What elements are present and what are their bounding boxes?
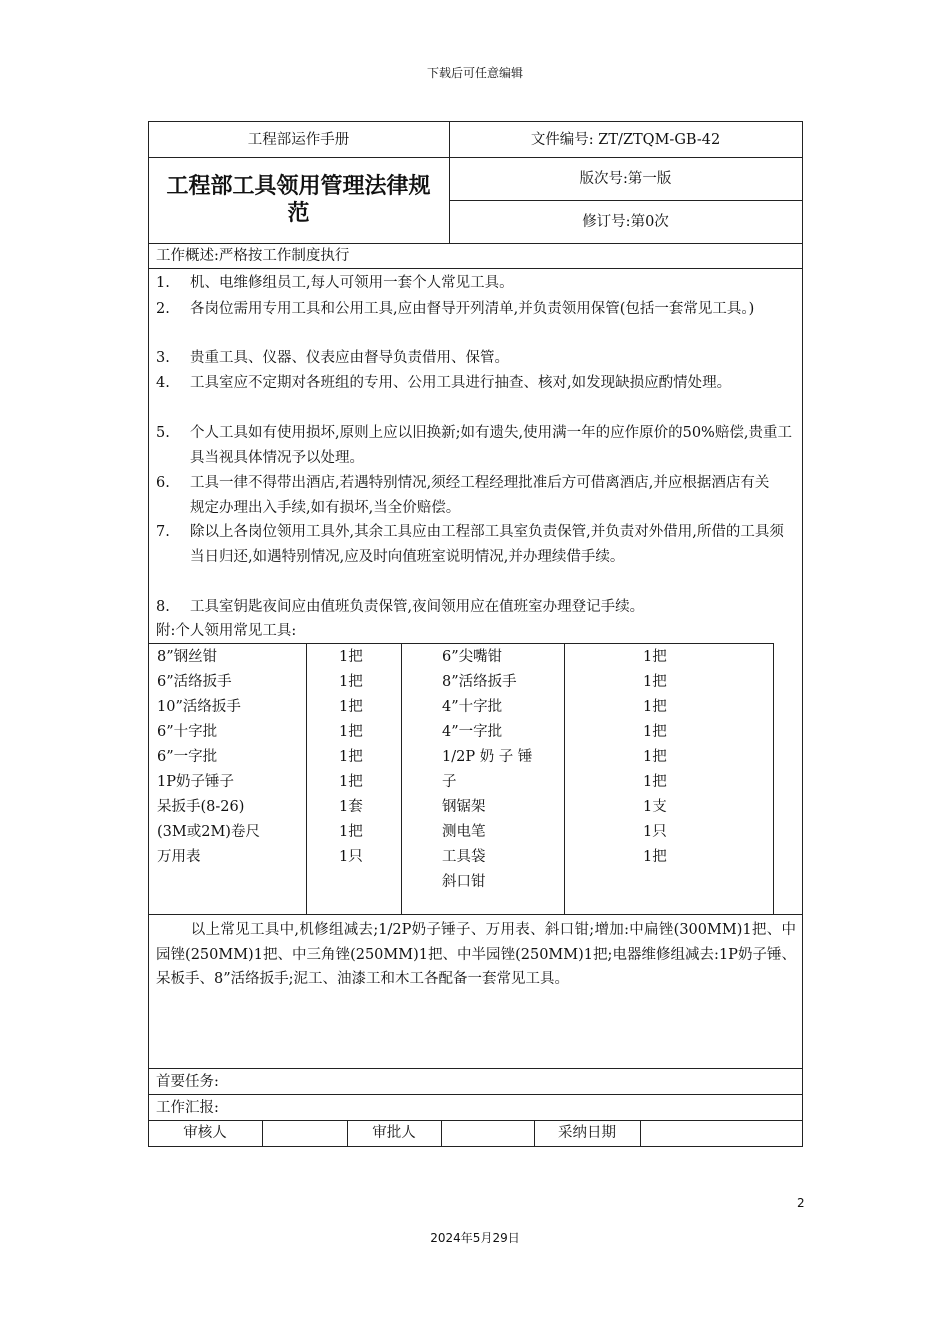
revision: 修订号:第0次 bbox=[582, 214, 669, 230]
tool-name: 8”活络扳手 bbox=[442, 674, 517, 690]
tool-quantity: 1把 bbox=[643, 724, 667, 740]
tool-name: 6”一字批 bbox=[157, 749, 218, 765]
rule-text: 工具室应不定期对各班组的专用、公用工具进行抽查、核对,如发现缺损应酌情处理。 bbox=[190, 375, 732, 391]
tool-name: 斜口钳 bbox=[442, 874, 486, 890]
tool-quantity: 1把 bbox=[643, 849, 667, 865]
reviewer-label: 审核人 bbox=[183, 1125, 227, 1141]
document-title: 工程部工具领用管理法律规范 bbox=[166, 174, 431, 226]
tools-col-line bbox=[773, 643, 774, 914]
rule-text: 工具室钥匙夜间应由值班负责保管,夜间领用应在值班室办理登记手续。 bbox=[190, 599, 645, 615]
rule-text: 机、电维修组员工,每人可领用一套个人常见工具。 bbox=[190, 275, 514, 291]
tool-name: 8”钢丝钳 bbox=[157, 649, 218, 665]
rule-number: 5. bbox=[156, 425, 170, 441]
manual-name: 工程部运作手册 bbox=[247, 132, 350, 148]
table-border-bottom bbox=[148, 1146, 803, 1147]
rule-text: 除以上各岗位领用工具外,其余工具应由工程部工具室负责保管,并负责对外借用,所借的工具须当日归还,如遇特别情况,应及时向值班室说明情况,并办理续借手续。 bbox=[190, 524, 784, 565]
tool-name: 1P奶子锤子 bbox=[157, 774, 234, 790]
tool-quantity: 1把 bbox=[643, 774, 667, 790]
tool-quantity: 1把 bbox=[339, 699, 363, 715]
version: 版次号:第一版 bbox=[579, 171, 672, 187]
tool-name: 测电笔 bbox=[442, 824, 486, 840]
tool-quantity: 1只 bbox=[643, 824, 667, 840]
rule-item bbox=[156, 346, 796, 371]
tool-name: 4”一字批 bbox=[442, 724, 503, 740]
row-line bbox=[148, 157, 803, 158]
qty-right-list bbox=[643, 645, 667, 870]
tool-quantity: 1把 bbox=[339, 749, 363, 765]
qty-left-list bbox=[339, 645, 363, 870]
tool-quantity: 1把 bbox=[643, 674, 667, 690]
tool-name: 呆扳手(8-26) bbox=[157, 799, 245, 815]
page-number: 2 bbox=[797, 1196, 805, 1210]
tool-name: 工具袋 bbox=[442, 849, 486, 865]
table-border-top bbox=[148, 121, 803, 122]
rule-item bbox=[156, 471, 796, 520]
tools-left-list bbox=[157, 645, 260, 870]
rule-item bbox=[156, 371, 796, 420]
rule-item bbox=[156, 595, 796, 620]
tools-right-list bbox=[442, 645, 532, 895]
tool-quantity: 1套 bbox=[339, 799, 363, 815]
table-border-left bbox=[148, 121, 149, 1147]
tool-quantity: 1把 bbox=[643, 699, 667, 715]
rule-number: 3. bbox=[156, 350, 170, 366]
rule-item bbox=[156, 520, 796, 594]
table-border-right bbox=[802, 121, 803, 1147]
tool-quantity: 1把 bbox=[339, 724, 363, 740]
tools-border-bottom bbox=[148, 914, 803, 915]
tool-quantity: 1把 bbox=[643, 649, 667, 665]
tools-col-line bbox=[306, 643, 307, 914]
rule-text: 个人工具如有使用损坏,原则上应以旧换新;如有遗失,使用满一年的应作原价的50%赔偿,贵重工具当视具体情况予以处理。 bbox=[190, 425, 792, 466]
adoption-date-label: 采纳日期 bbox=[558, 1125, 616, 1141]
row-line bbox=[148, 1068, 803, 1069]
tool-notes: 以上常见工具中,机修组减去;1/2P奶子锤子、万用表、斜口钳;增加:中扁锉(300MM)1把、中园锉(250MM)1把、中三角锉(250MM)1把、中半园锉(250MM)1把;电器维修组减去:1P奶子锤、呆板手、8”活络扳手;泥工、油漆工和木工各配备一套常见工具。 bbox=[156, 922, 796, 987]
tool-quantity: 1把 bbox=[339, 774, 363, 790]
work-overview: 工作概述:严格按工作制度执行 bbox=[156, 248, 350, 264]
row-line bbox=[148, 1094, 803, 1095]
tool-name: (3M或2M)卷尺 bbox=[157, 824, 260, 840]
tool-quantity: 1把 bbox=[339, 674, 363, 690]
tools-col-line bbox=[564, 643, 565, 914]
header-note: 下载后可任意编辑 bbox=[426, 66, 523, 80]
appendix-title: 附:个人领用常见工具: bbox=[156, 623, 297, 639]
tool-name: 6”十字批 bbox=[157, 724, 218, 740]
tool-name: 6”活络扳手 bbox=[157, 674, 232, 690]
tool-name: 子 bbox=[442, 774, 457, 790]
tool-name: 钢锯架 bbox=[442, 799, 486, 815]
row-line bbox=[449, 200, 803, 201]
rule-number: 4. bbox=[156, 375, 170, 391]
tool-name: 10”活络扳手 bbox=[157, 699, 241, 715]
tool-quantity: 1只 bbox=[339, 849, 363, 865]
rule-item bbox=[156, 297, 796, 346]
approver-field[interactable] bbox=[442, 1121, 534, 1145]
tool-name: 万用表 bbox=[157, 849, 201, 865]
tool-quantity: 1支 bbox=[643, 799, 667, 815]
document-number: 文件编号: ZT/ZTQM-GB-42 bbox=[530, 132, 721, 148]
reviewer-field[interactable] bbox=[263, 1121, 347, 1145]
primary-task-label: 首要任务: bbox=[156, 1074, 219, 1090]
rule-number: 6. bbox=[156, 475, 170, 491]
tool-name: 4”十字批 bbox=[442, 699, 503, 715]
row-line bbox=[148, 268, 803, 269]
work-report-label: 工作汇报: bbox=[156, 1100, 219, 1116]
rule-text: 贵重工具、仪器、仪表应由督导负责借用、保管。 bbox=[190, 350, 509, 366]
footer-date: 2024年5月29日 bbox=[430, 1231, 520, 1245]
rule-text: 各岗位需用专用工具和公用工具,应由督导开列清单,并负责领用保管(包括一套常见工具。) bbox=[190, 301, 755, 317]
rule-number: 2. bbox=[156, 301, 170, 317]
rule-number: 7. bbox=[156, 524, 170, 540]
rule-item bbox=[156, 421, 796, 470]
tools-border-top bbox=[148, 643, 774, 644]
rule-text: 工具一律不得带出酒店,若遇特别情况,须经工程经理批准后方可借离酒店,并应根据酒店有关规定办理出入手续,如有损坏,当全价赔偿。 bbox=[190, 475, 770, 516]
tool-quantity: 1把 bbox=[339, 649, 363, 665]
approver-label: 审批人 bbox=[372, 1125, 416, 1141]
tool-name: 6”尖嘴钳 bbox=[442, 649, 503, 665]
rule-number: 8. bbox=[156, 599, 170, 615]
rule-item bbox=[156, 271, 796, 296]
tool-quantity: 1把 bbox=[339, 824, 363, 840]
tool-quantity: 1把 bbox=[643, 749, 667, 765]
adoption-date-field[interactable] bbox=[641, 1121, 802, 1145]
tools-col-line bbox=[401, 643, 402, 914]
tool-name: 1/2P 奶 子 锤 bbox=[442, 749, 533, 765]
rule-number: 1. bbox=[156, 275, 170, 291]
